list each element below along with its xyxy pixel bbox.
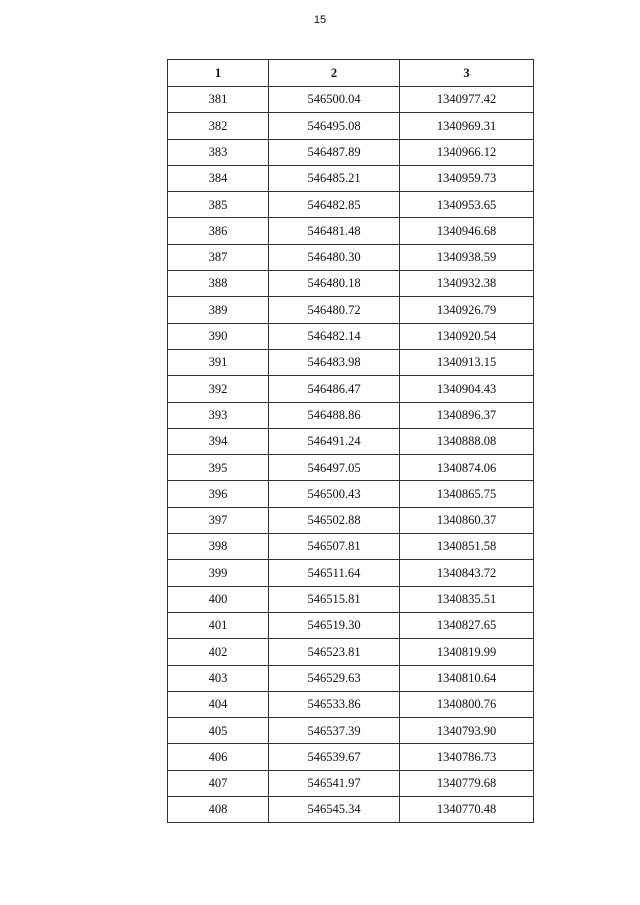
table-cell-col-3: 1340926.79 [400, 297, 534, 323]
table-cell-col-3: 1340851.58 [400, 534, 534, 560]
table-cell-col-1: 382 [168, 113, 269, 139]
table-cell-col-1: 388 [168, 271, 269, 297]
table-cell-col-2: 546529.63 [269, 665, 400, 691]
table-cell-col-3: 1340959.73 [400, 165, 534, 191]
table-cell-col-3: 1340779.68 [400, 770, 534, 796]
table-cell-col-2: 546482.85 [269, 192, 400, 218]
table-cell-col-3: 1340969.31 [400, 113, 534, 139]
table-cell-col-2: 546545.34 [269, 797, 400, 823]
table-row [168, 534, 534, 560]
table-cell-col-2: 546515.81 [269, 586, 400, 612]
table-row [168, 402, 534, 428]
table-row [168, 271, 534, 297]
table-row [168, 770, 534, 796]
table-cell-col-1: 401 [168, 612, 269, 638]
table-cell-col-2: 546491.24 [269, 428, 400, 454]
table-cell-col-1: 381 [168, 87, 269, 113]
table-cell-col-2: 546487.89 [269, 139, 400, 165]
table-cell-col-3: 1340800.76 [400, 691, 534, 717]
table-cell-col-1: 385 [168, 192, 269, 218]
table-cell-col-1: 408 [168, 797, 269, 823]
table-cell-col-1: 395 [168, 455, 269, 481]
table-cell-col-1: 391 [168, 349, 269, 375]
table-cell-col-3: 1340819.99 [400, 639, 534, 665]
table-body [168, 87, 534, 823]
table-cell-col-3: 1340843.72 [400, 560, 534, 586]
column-header-1: 1 [168, 60, 269, 87]
table-cell-col-3: 1340932.38 [400, 271, 534, 297]
table-row [168, 218, 534, 244]
table-cell-col-3: 1340865.75 [400, 481, 534, 507]
table-cell-col-1: 397 [168, 507, 269, 533]
table-cell-col-3: 1340786.73 [400, 744, 534, 770]
table-cell-col-3: 1340904.43 [400, 376, 534, 402]
page-number: 15 [313, 14, 327, 26]
table-cell-col-1: 384 [168, 165, 269, 191]
table-cell-col-2: 546523.81 [269, 639, 400, 665]
table-row [168, 665, 534, 691]
table-cell-col-1: 399 [168, 560, 269, 586]
table-cell-col-2: 546488.86 [269, 402, 400, 428]
table-cell-col-2: 546537.39 [269, 718, 400, 744]
table-cell-col-3: 1340896.37 [400, 402, 534, 428]
table-row [168, 612, 534, 638]
table-row [168, 376, 534, 402]
table-cell-col-1: 400 [168, 586, 269, 612]
table-cell-col-3: 1340793.90 [400, 718, 534, 744]
table-cell-col-3: 1340810.64 [400, 665, 534, 691]
table-header-row [168, 60, 534, 87]
table-cell-col-1: 404 [168, 691, 269, 717]
table-row [168, 744, 534, 770]
table-row [168, 691, 534, 717]
table-cell-col-2: 546533.86 [269, 691, 400, 717]
table-cell-col-3: 1340888.08 [400, 428, 534, 454]
table-cell-col-2: 546480.18 [269, 271, 400, 297]
column-header-2: 2 [269, 60, 400, 87]
table-cell-col-2: 546507.81 [269, 534, 400, 560]
table-cell-col-2: 546497.05 [269, 455, 400, 481]
table-cell-col-3: 1340860.37 [400, 507, 534, 533]
table-cell-col-1: 402 [168, 639, 269, 665]
table-row [168, 165, 534, 191]
table-cell-col-3: 1340953.65 [400, 192, 534, 218]
table-cell-col-3: 1340835.51 [400, 586, 534, 612]
table-row [168, 297, 534, 323]
table-cell-col-3: 1340874.06 [400, 455, 534, 481]
table-cell-col-2: 546480.72 [269, 297, 400, 323]
table-cell-col-2: 546483.98 [269, 349, 400, 375]
table-cell-col-2: 546500.04 [269, 87, 400, 113]
table-cell-col-1: 387 [168, 244, 269, 270]
table-cell-col-1: 389 [168, 297, 269, 323]
table-row [168, 428, 534, 454]
table-cell-col-3: 1340920.54 [400, 323, 534, 349]
table-cell-col-3: 1340938.59 [400, 244, 534, 270]
table-cell-col-1: 407 [168, 770, 269, 796]
table-cell-col-2: 546500.43 [269, 481, 400, 507]
table-cell-col-2: 546519.30 [269, 612, 400, 638]
table-cell-col-3: 1340966.12 [400, 139, 534, 165]
table-row [168, 455, 534, 481]
table-cell-col-1: 398 [168, 534, 269, 560]
table-cell-col-2: 546502.88 [269, 507, 400, 533]
table-cell-col-1: 396 [168, 481, 269, 507]
table-cell-col-2: 546485.21 [269, 165, 400, 191]
table-row [168, 244, 534, 270]
table-row [168, 560, 534, 586]
table-row [168, 349, 534, 375]
table-row [168, 718, 534, 744]
table-cell-col-3: 1340946.68 [400, 218, 534, 244]
table-cell-col-3: 1340977.42 [400, 87, 534, 113]
table-row [168, 87, 534, 113]
table-cell-col-1: 390 [168, 323, 269, 349]
table-cell-col-1: 392 [168, 376, 269, 402]
table-cell-col-1: 393 [168, 402, 269, 428]
table-row [168, 139, 534, 165]
table-cell-col-2: 546539.67 [269, 744, 400, 770]
table-cell-col-2: 546486.47 [269, 376, 400, 402]
table-cell-col-1: 405 [168, 718, 269, 744]
table-row [168, 192, 534, 218]
table-row [168, 113, 534, 139]
table-cell-col-1: 394 [168, 428, 269, 454]
table-cell-col-1: 383 [168, 139, 269, 165]
table-cell-col-3: 1340827.65 [400, 612, 534, 638]
coordinates-table [167, 59, 534, 823]
table-cell-col-3: 1340770.48 [400, 797, 534, 823]
table-cell-col-2: 546495.08 [269, 113, 400, 139]
table-cell-col-1: 386 [168, 218, 269, 244]
table-row [168, 481, 534, 507]
table-cell-col-1: 406 [168, 744, 269, 770]
table-cell-col-2: 546511.64 [269, 560, 400, 586]
table-cell-col-2: 546482.14 [269, 323, 400, 349]
table-row [168, 639, 534, 665]
table-row [168, 507, 534, 533]
table-row [168, 797, 534, 823]
table-row [168, 323, 534, 349]
table-cell-col-1: 403 [168, 665, 269, 691]
table-cell-col-2: 546480.30 [269, 244, 400, 270]
table-cell-col-2: 546481.48 [269, 218, 400, 244]
table-cell-col-2: 546541.97 [269, 770, 400, 796]
column-header-3: 3 [400, 60, 534, 87]
table-row [168, 586, 534, 612]
table-cell-col-3: 1340913.15 [400, 349, 534, 375]
